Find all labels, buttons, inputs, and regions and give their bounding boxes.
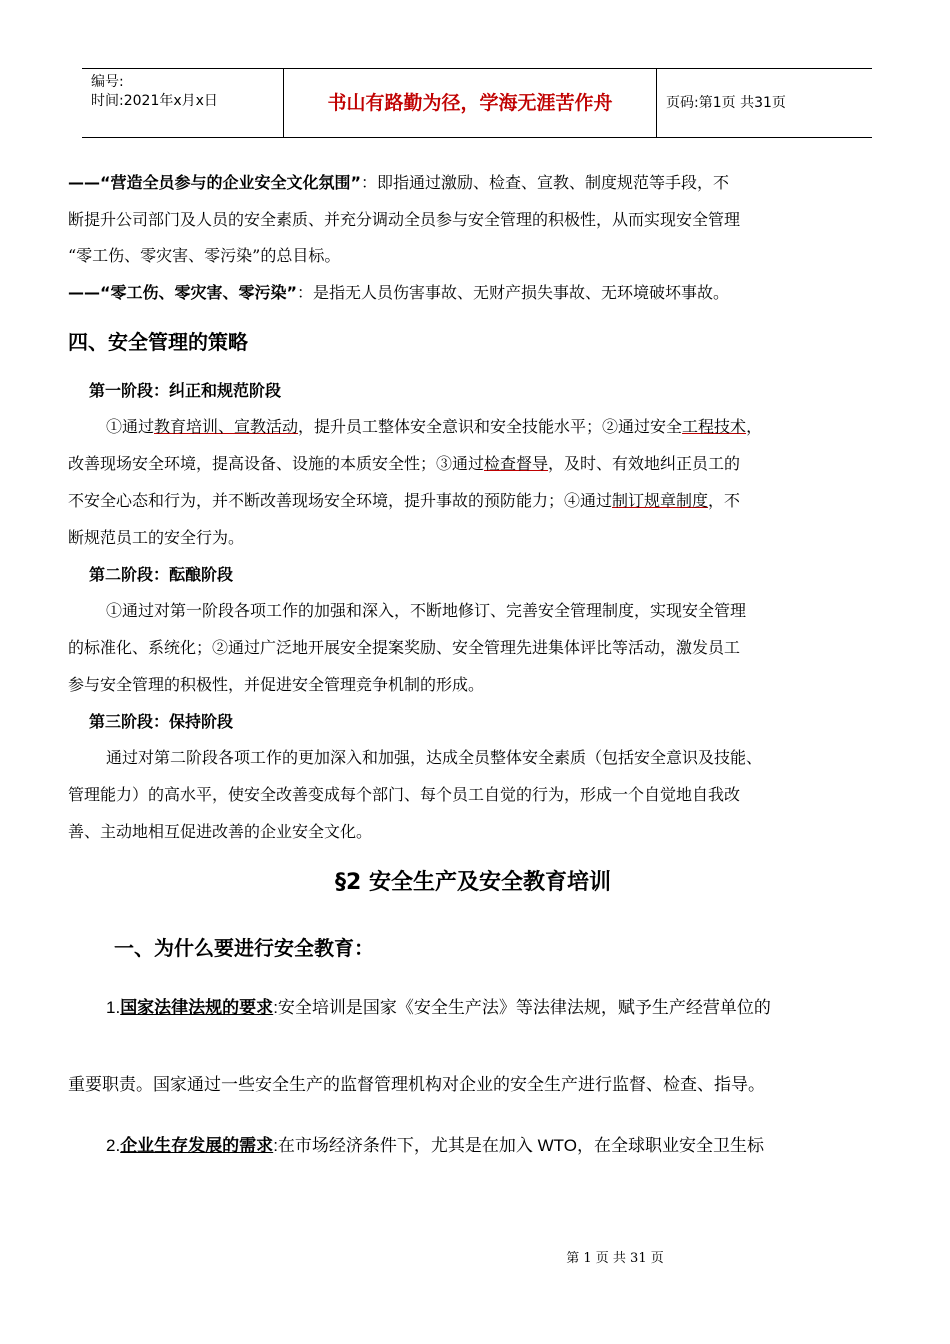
item1-text: :安全培训是国家《安全生产法》等法律法规，赋予生产经营单位的 [273,998,771,1017]
stage3-title: 第三阶段：保持阶段 [89,712,234,731]
page-footer: 第 1 页 共 31 页 [566,1251,664,1266]
text-segment: ，提升员工整体安全意识和安全技能水平；②通过安全 [298,417,683,436]
dash-mark: —— [68,173,100,192]
para1-term: “营造全员参与的企业安全文化氛围” [100,173,362,192]
why-education-heading: 一、为什么要进行安全教育： [114,936,374,960]
para1-line1 [68,170,729,193]
stage1-line2 [68,451,740,474]
para1-line2: 断提升公司部门及人员的安全素质、并充分调动全员参与安全管理的积极性，从而实现安全管理 [68,210,741,229]
stage3-line1: 通过对第二阶段各项工作的更加深入和加强，达成全员整体安全素质（包括安全意识及技能、 [106,748,763,767]
underlined-term: 工程技术 [682,417,747,436]
underlined-term: 制订规章制度 [612,491,709,510]
stage1-line1 [106,414,762,437]
header-left-cell [82,69,282,137]
text-segment: ，不 [708,491,741,510]
stage1-line3 [68,488,740,511]
para2-term: “零工伤、零灾害、零污染” [100,283,298,302]
text-segment: ①通过 [106,417,155,436]
item1-number: 1. [106,998,121,1017]
para2-line [68,280,729,303]
document-number-label: 编号: [91,74,124,90]
section-4-title: 四、安全管理的策略 [68,330,248,354]
item1-line1 [106,993,771,1018]
item1-term: 国家法律法规的要求 [120,998,274,1017]
dash-mark: —— [68,283,100,302]
header-motto: 书山有路勤为径，学海无涯苦作舟 [283,69,657,137]
stage2-line3: 参与安全管理的积极性，并促进安全管理竞争机制的形成。 [68,675,485,694]
section-2-title: §2 安全生产及安全教育培训 [335,870,611,895]
text-segment: 不安全心态和行为，并不断改善现场安全环境，提升事故的预防能力；④通过 [68,491,613,510]
stage2-title: 第二阶段：酝酿阶段 [89,565,234,584]
stage3-line2: 管理能力）的高水平，使安全改善变成每个部门、每个员工自觉的行为，形成一个自觉地自我改 [68,785,741,804]
stage3-line3: 善、主动地相互促进改善的企业安全文化。 [68,822,373,841]
stage1-line4: 断规范员工的安全行为。 [68,528,245,547]
text-segment: 改善现场安全环境，提高设备、设施的本质安全性；③通过 [68,454,485,473]
underlined-term: 教育培训、宣教活动 [154,417,299,436]
text-segment: ，及时、有效地纠正员工的 [548,454,741,473]
item2-number: 2. [106,1136,121,1155]
item2-text: :在市场经济条件下，尤其是在加入 WTO，在全球职业安全卫生标 [273,1136,764,1155]
underlined-term: 检查督导 [484,454,549,473]
text-segment: ， [746,417,763,436]
para1-line3: “零工伤、零灾害、零污染”的总目标。 [68,246,341,265]
item2-term: 企业生存发展的需求 [120,1136,274,1155]
stage1-title: 第一阶段：纠正和规范阶段 [89,381,282,400]
header-page-info: 页码:第1页 共31页 [666,95,786,111]
stage2-line2: 的标准化、系统化；②通过广泛地开展安全提案奖励、安全管理先进集体评比等活动，激发员工 [68,638,741,657]
para2-text: ：是指无人员伤害事故、无财产损失事故、无环境破坏事故。 [297,283,730,302]
document-date-label: 时间:2021年x月x日 [91,93,218,109]
page-header [82,68,872,138]
para1-line1-text: ：即指通过激励、检查、宣教、制度规范等手段，不 [361,173,730,192]
item2-line1 [106,1131,764,1156]
item1-line2: 重要职责。国家通过一些安全生产的监督管理机构对企业的安全生产进行监督、检查、指导。 [68,1075,765,1094]
stage2-line1: ①通过对第一阶段各项工作的加强和深入，不断地修订、完善安全管理制度，实现安全管理 [106,601,747,620]
